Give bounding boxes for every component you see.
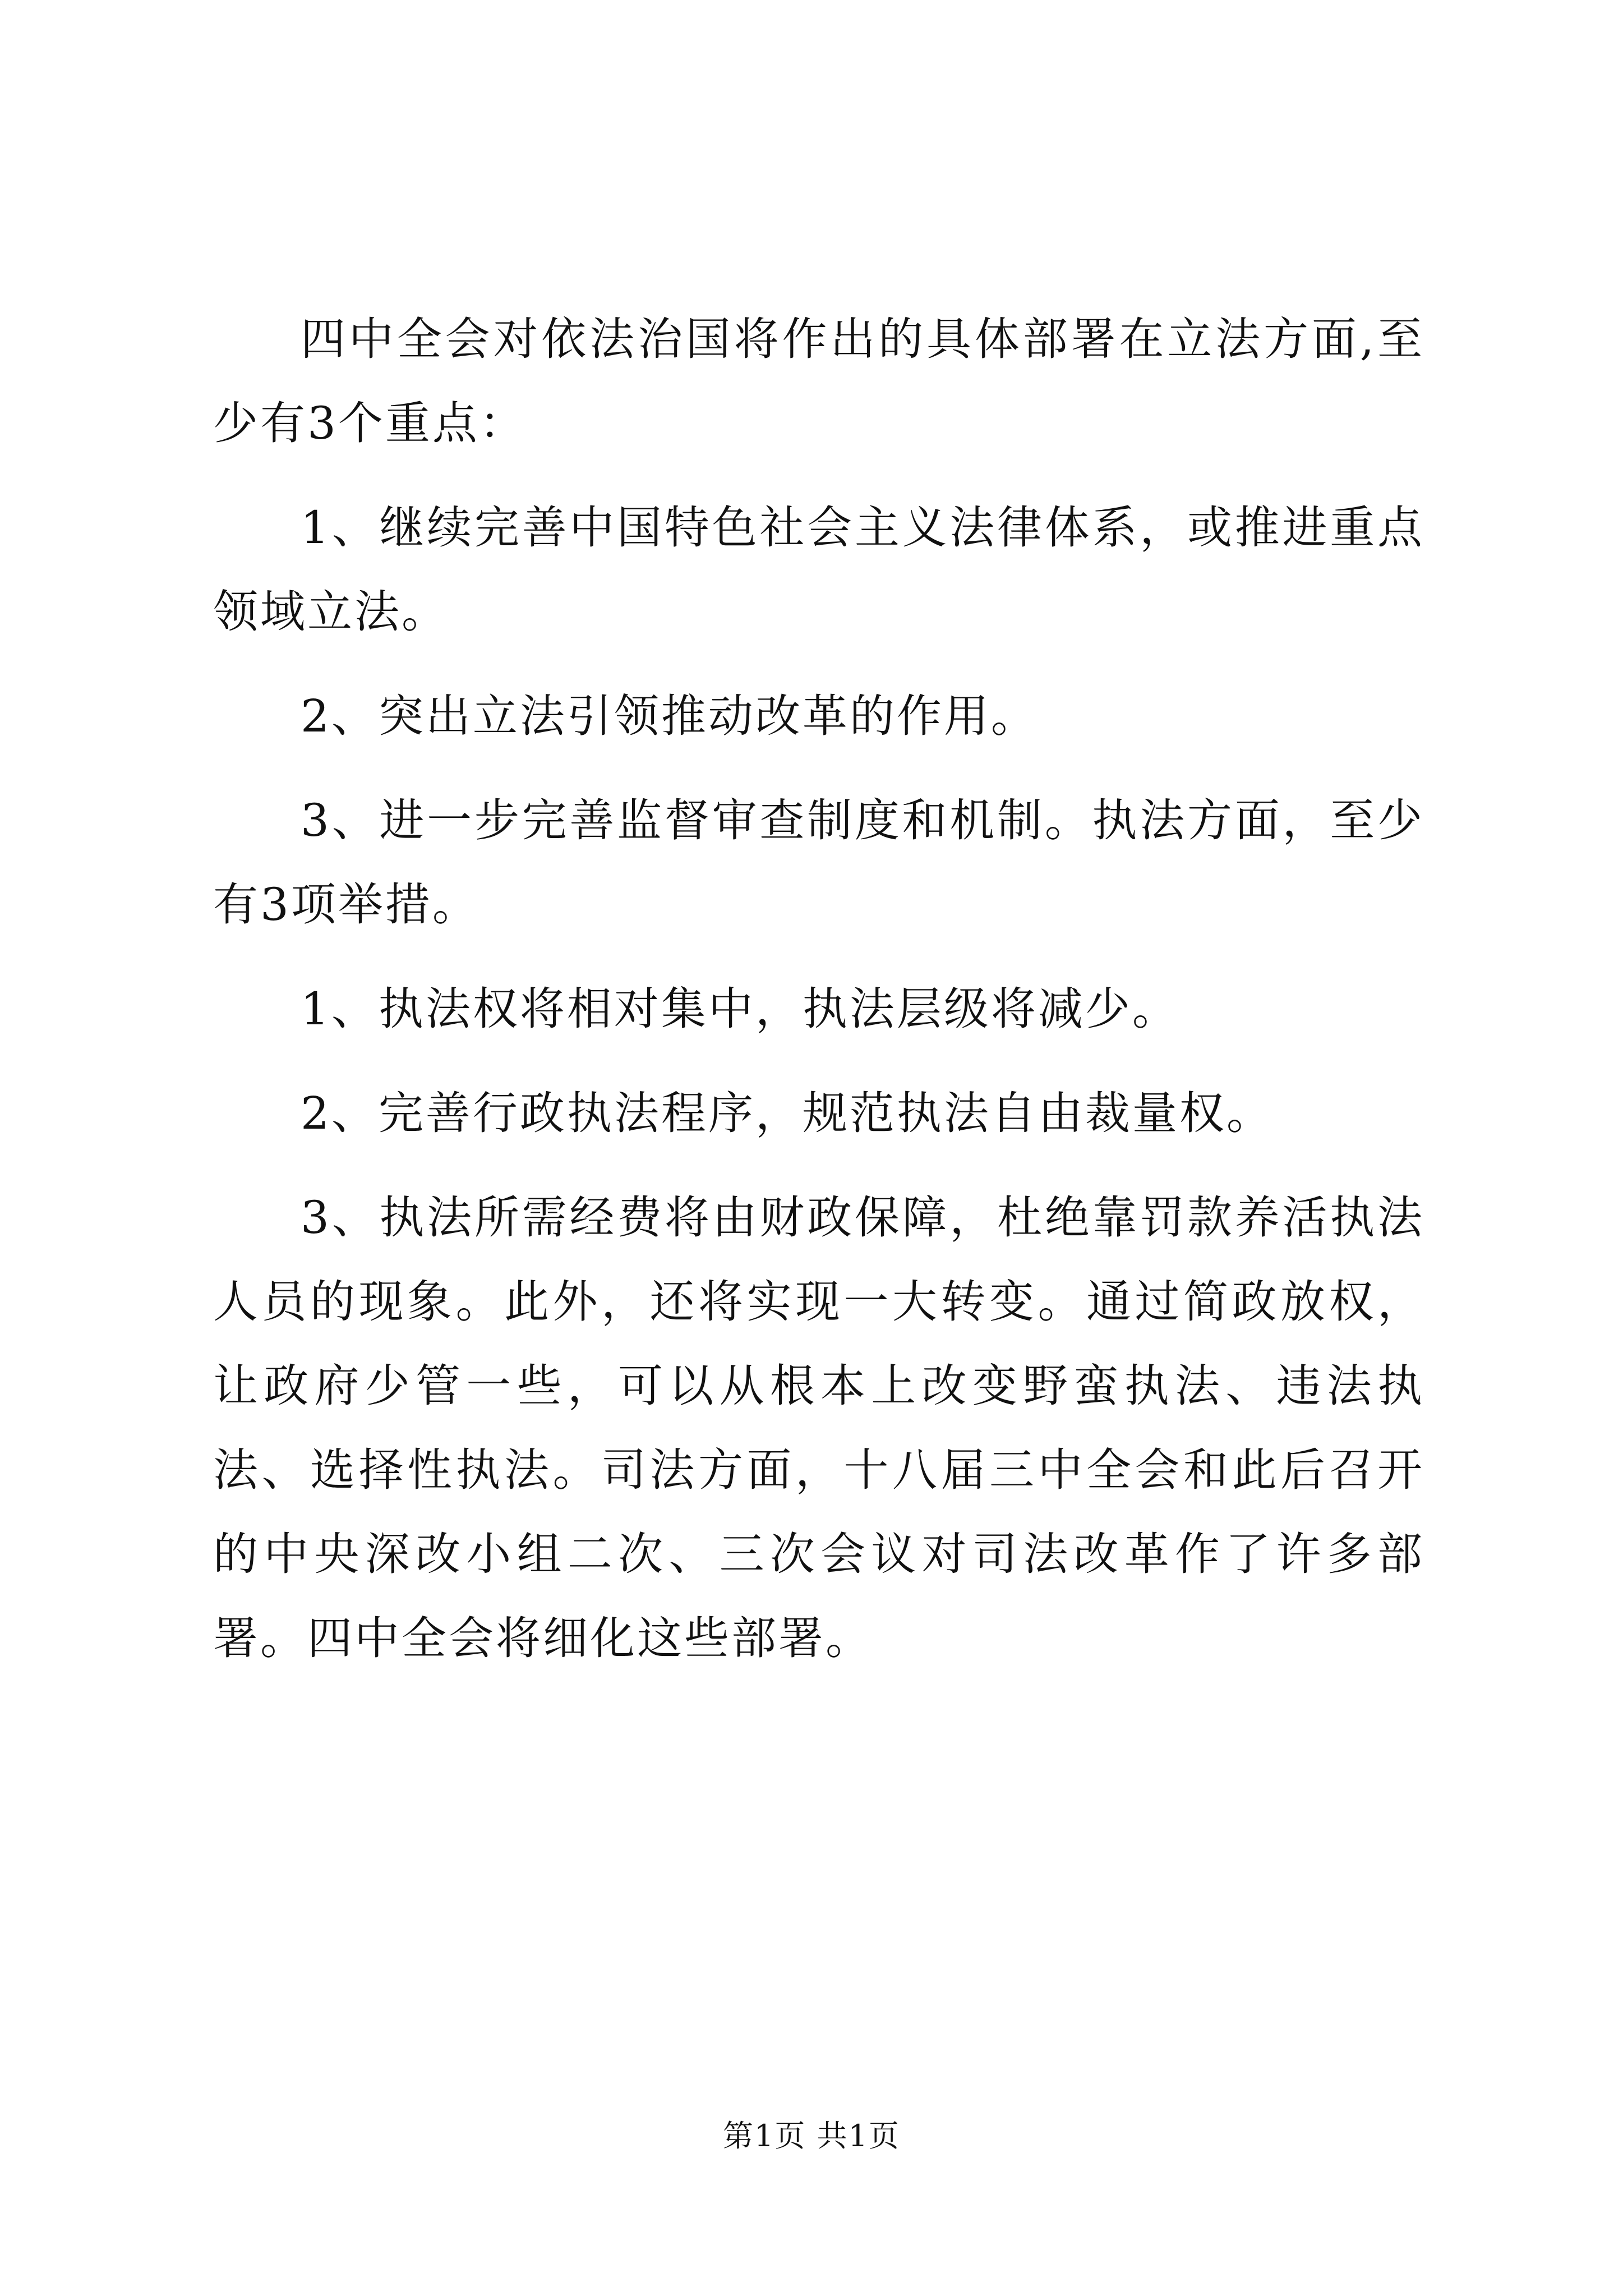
document-body (213, 297, 1424, 1701)
paragraph-enforcement-point-3: 3、执法所需经费将由财政保障，杜绝靠罚款养活执法人员的现象。此外，还将实现一大转变。通过简政放权，让政府少管一些，可以从根本上改变野蛮执法、违法执法、选择性执法。司法方面，十八届三中全会和此后召开的中央深改小组二次、三次会议对司法改革作了许多部署。四中全会将细化这些部署。 (213, 1191, 1424, 1664)
page-number-footer: 第1页 共1页 (723, 2118, 900, 2154)
paragraph-enforcement-point-2: 2、完善行政执法程序，规范执法自由裁量权。 (301, 1087, 1274, 1139)
paragraph-legislation-point-3: 3、进一步完善监督审查制度和机制。执法方面，至少有3项举措。 (213, 794, 1424, 931)
paragraph-intro: 四中全会对依法治国将作出的具体部署在立法方面,至少有3个重点： (213, 313, 1424, 449)
paragraph-enforcement-point-1: 1、执法权将相对集中，执法层级将减少。 (301, 983, 1179, 1035)
paragraph-legislation-point-1: 1、继续完善中国特色社会主义法律体系，或推进重点领域立法。 (213, 501, 1424, 638)
paragraph-legislation-point-2: 2、突出立法引领推动改革的作用。 (301, 690, 1038, 742)
